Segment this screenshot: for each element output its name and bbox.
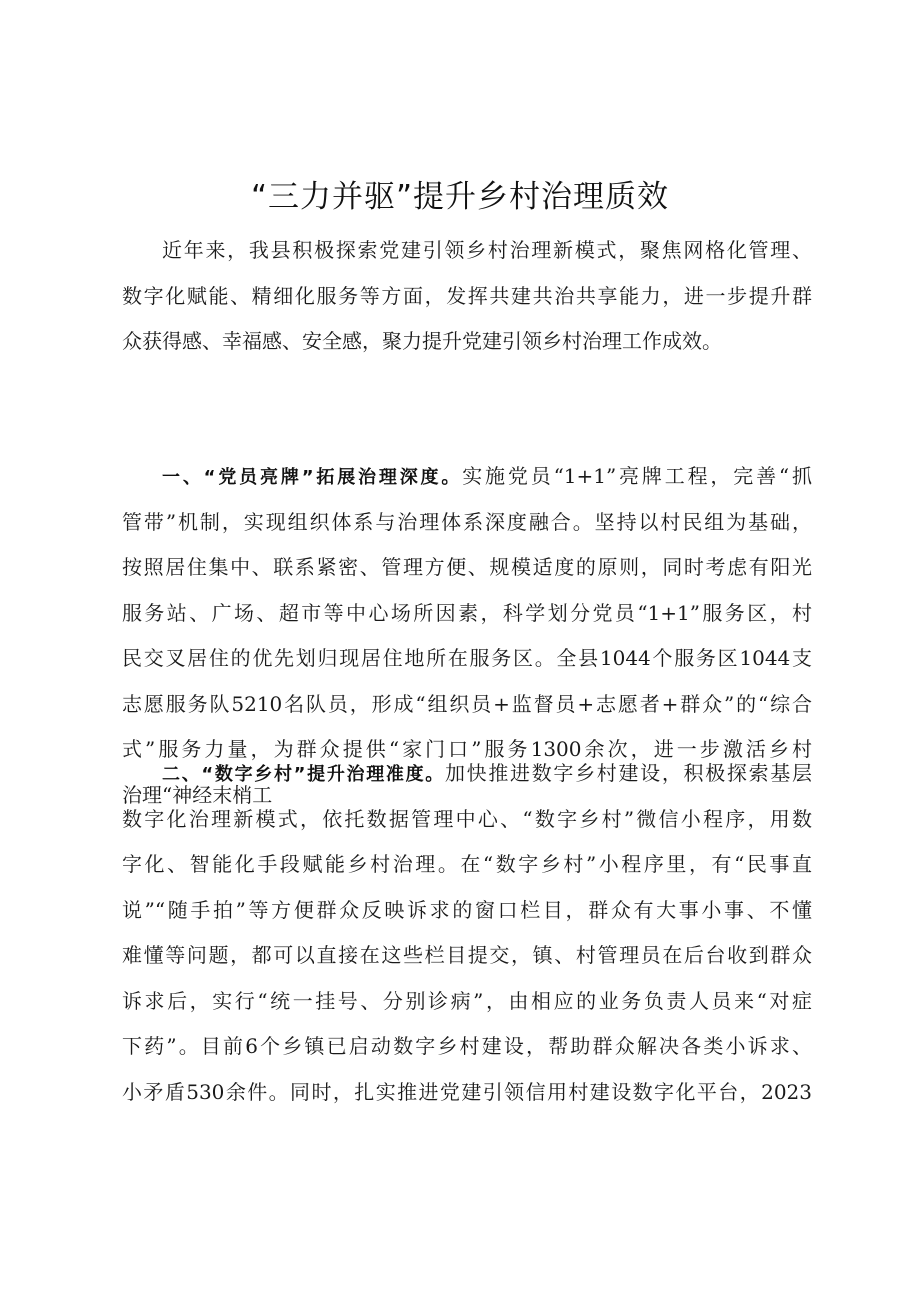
intro-paragraph [122,228,812,365]
section-1-first-line-text: 实施党员“1+1”亮牌工程，完善“抓 [462,464,812,488]
intro-line: 众获得感、幸福感、安全感，聚力提升党建引领乡村治理工作成效。 [122,329,722,353]
section-1-line: 按照居住集中、联系紧密、管理方便、规模适度的原则，同时考虑有阳光 [122,555,812,579]
section-1-line: 管带”机制，实现组织体系与治理体系深度融合。坚持以村民组为基础， [122,509,812,534]
section-2-heading: 二、“数字乡村”提升治理准度。 [162,764,445,785]
section-1-line: 服务站、广场、超市等中心场所因素，科学划分党员“1+1”服务区，村 [122,600,812,625]
section-2-first-line-text: 加快推进数字乡村建设，积极探索基层 [444,761,812,785]
section-2-line: 小矛盾530余件。同时，扎实推进党建引领信用村建设数字化平台，2023 [122,1079,812,1104]
section-1-line: 治理“神经末梢工 [122,782,273,807]
section-2-line: 诉求后，实行“统一挂号、分别诊病”，由相应的业务负责人员来“对症 [122,988,812,1013]
section-2-line: 下药”。目前6个乡镇已启动数字乡村建设，帮助群众解决各类小诉求、 [122,1034,812,1058]
intro-line: 数字化赋能、精细化服务等方面，发挥共建共治共享能力，进一步提升群 [122,283,812,308]
section-1-line: 民交叉居住的优先划归现居住地所在服务区。全县1044个服务区1044支 [122,646,812,670]
section-1-heading: 一、“党员亮牌”拓展治理深度。 [162,467,463,488]
section-2-line: 说”“随手拍”等方便群众反映诉求的窗口栏目，群众有大事小事、不懂 [122,897,812,922]
page-title: “三力并驱”提升乡村治理质效 [250,179,670,215]
section-2-paragraph [122,751,812,1115]
section-1-line: 志愿服务队5210名队员，形成“组织员+监督员+志愿者+群众”的“综合 [122,691,812,716]
section-1-first-line [122,454,812,500]
section-1-line: 式”服务力量，为群众提供“家门口”服务1300余次，进一步激活乡村 [122,737,812,761]
section-2-line: 字化、智能化手段赋能乡村治理。在“数字乡村”小程序里，有“民事直 [122,852,812,876]
intro-line: 近年来，我县积极探索党建引领乡村治理新模式，聚焦网格化管理、 [162,238,812,262]
section-2-line: 难懂等问题，都可以直接在这些栏目提交，镇、村管理员在后台收到群众 [122,943,812,967]
section-2-line: 数字化治理新模式，依托数据管理中心、“数字乡村”微信小程序，用数 [122,806,812,831]
section-2-first-line [122,751,812,797]
